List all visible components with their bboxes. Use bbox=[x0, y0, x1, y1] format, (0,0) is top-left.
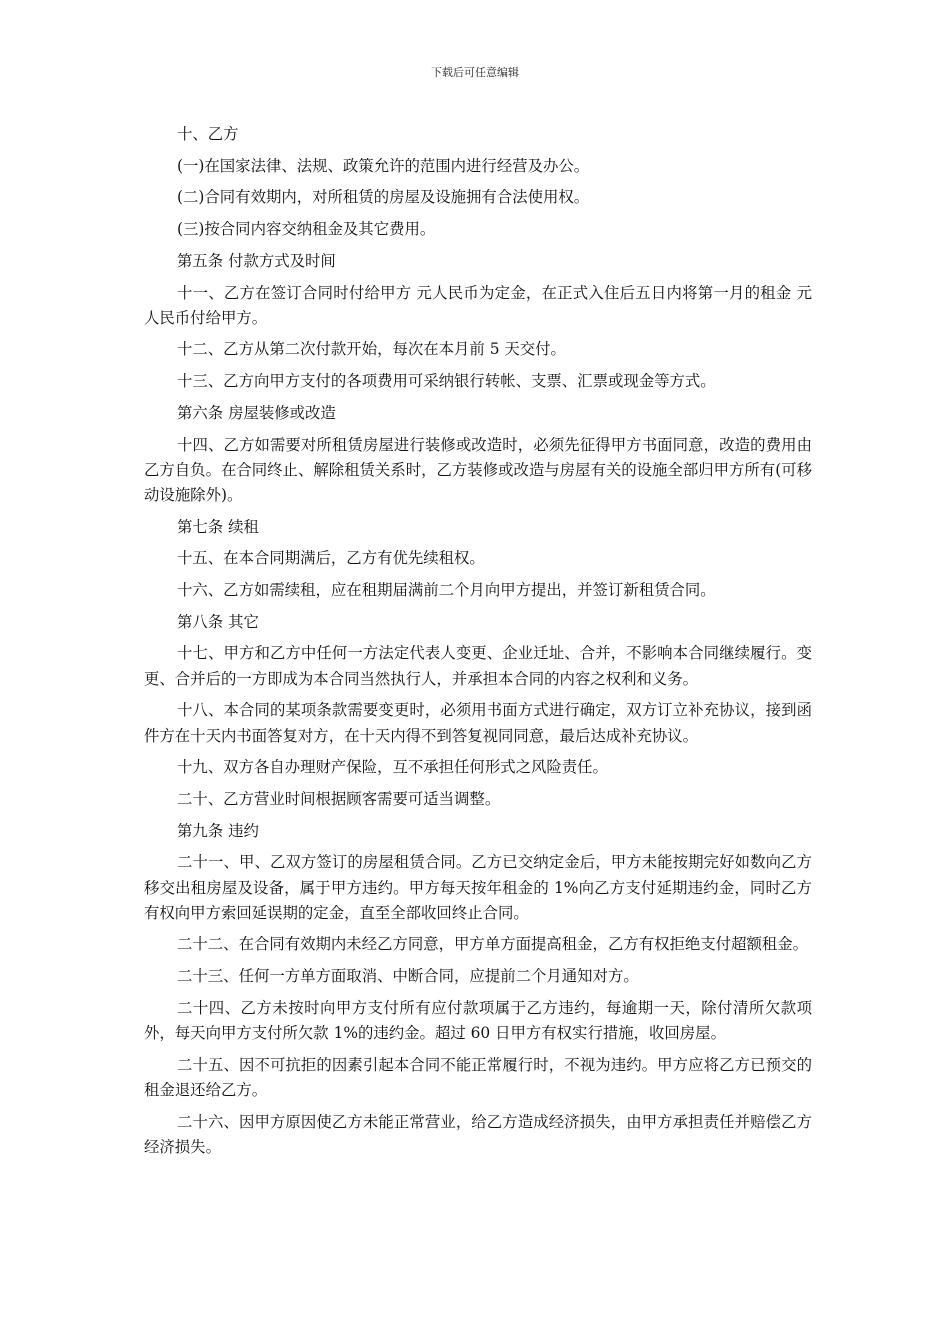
clause-paragraph: 十八、本合同的某项条款需要变更时，必须用书面方式进行确定，双方订立补充协议，接到函件方在十天内书面答复对方，在十天内得不到答复视同同意，最后达成补充协议。 bbox=[144, 701, 812, 745]
clause-paragraph: 十五、在本合同期满后，乙方有优先续租权。 bbox=[177, 549, 485, 568]
clause-paragraph: 十二、乙方从第二次付款开始，每次在本月前 5 天交付。 bbox=[177, 340, 566, 359]
article-heading: 第七条 续租 bbox=[177, 517, 259, 536]
clause-paragraph: 十三、乙方向甲方支付的各项费用可采纳银行转帐、支票、汇票或现金等方式。 bbox=[177, 372, 716, 391]
section-heading: 十、乙方 bbox=[177, 125, 239, 143]
clause-paragraph: 十九、双方各自办理财产保险，互不承担任何形式之风险责任。 bbox=[177, 758, 608, 777]
clause-item: (三)按合同内容交纳租金及其它费用。 bbox=[177, 220, 436, 239]
clause-item: (二)合同有效期内，对所租赁的房屋及设施拥有合法使用权。 bbox=[177, 188, 590, 207]
article-heading: 第六条 房屋装修或改造 bbox=[177, 403, 336, 422]
clause-paragraph: 十一、乙方在签订合同时付给甲方 元人民币为定金，在正式入住后五日内将第一月的租金 元人民币付给甲方。 bbox=[144, 283, 812, 327]
clause-paragraph: 二十三、任何一方单方面取消、中断合同，应提前二个月通知对方。 bbox=[177, 967, 639, 986]
clause-paragraph: 二十四、乙方未按时向甲方支付所有应付款项属于乙方违约，每逾期一天，除付清所欠款项外，每天向甲方支付所欠款 1%的违约金。超过 60 日甲方有权实行措施，收回房屋。 bbox=[144, 998, 812, 1043]
article-heading: 第八条 其它 bbox=[177, 612, 259, 631]
clause-paragraph: 十六、乙方如需续租，应在租期届满前二个月向甲方提出，并签订新租赁合同。 bbox=[177, 581, 716, 600]
clause-paragraph: 二十一、甲、乙双方签订的房屋租赁合同。乙方已交纳定金后，甲方未能按期完好如数向乙方移交出租房屋及设备，属于甲方违约。甲方每天按年租金的 1%向乙方支付延期违约金，同时乙方有权向甲方索回延误期的定金，直至全部收回终止合同。 bbox=[144, 853, 812, 922]
document-body bbox=[144, 122, 812, 1167]
clause-paragraph: 二十二、在合同有效期内未经乙方同意，甲方单方面提高租金，乙方有权拒绝支付超额租金。 bbox=[177, 935, 809, 954]
clause-paragraph: 二十五、因不可抗拒的因素引起本合同不能正常履行时，不视为违约。甲方应将乙方已预交的租金退还给乙方。 bbox=[144, 1055, 812, 1099]
clause-paragraph: 十四、乙方如需要对所租赁房屋进行装修或改造时，必须先征得甲方书面同意，改造的费用由乙方自负。在合同终止、解除租赁关系时，乙方装修或改造与房屋有关的设施全部归甲方所有(可移动设施除外)。 bbox=[144, 435, 812, 504]
article-heading: 第五条 付款方式及时间 bbox=[177, 251, 336, 270]
clause-paragraph: 十七、甲方和乙方中任何一方法定代表人变更、企业迁址、合并，不影响本合同继续履行。变更、合并后的一方即成为本合同当然执行人，并承担本合同的内容之权利和义务。 bbox=[144, 644, 812, 688]
clause-paragraph: 二十、乙方营业时间根据顾客需要可适当调整。 bbox=[177, 789, 501, 808]
page-header: 下载后可任意编辑 bbox=[431, 66, 519, 79]
clause-paragraph: 二十六、因甲方原因使乙方未能正常营业，给乙方造成经济损失，由甲方承担责任并赔偿乙方经济损失。 bbox=[144, 1112, 812, 1156]
clause-item: (一)在国家法律、法规、政策允许的范围内进行经营及办公。 bbox=[177, 156, 590, 175]
article-heading: 第九条 违约 bbox=[177, 821, 259, 840]
